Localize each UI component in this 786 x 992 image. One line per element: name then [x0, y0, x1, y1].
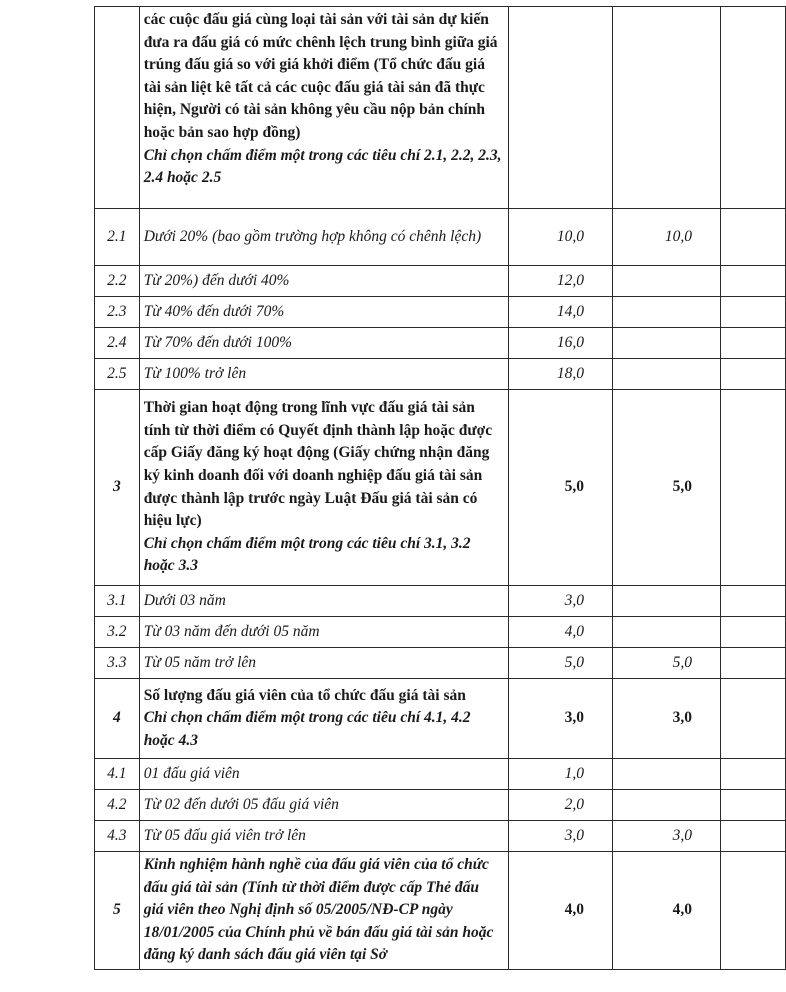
criterion-description: [139, 852, 508, 970]
criterion-text: Từ 05 năm trở lên: [143, 653, 257, 671]
table-row: [95, 821, 786, 852]
scoring-table: [94, 6, 786, 970]
awarded-score: 5,0: [612, 648, 720, 679]
max-score: 14,0: [508, 297, 612, 328]
awarded-score: [612, 586, 720, 617]
criterion-number: 3.3: [95, 648, 140, 679]
criterion-text: Từ 03 năm đến dưới 05 năm: [143, 622, 320, 640]
max-score: 3,0: [508, 679, 612, 759]
table-row: [95, 390, 786, 586]
criterion-number: 3.2: [95, 617, 140, 648]
awarded-score: [612, 7, 720, 209]
awarded-score: [612, 759, 720, 790]
max-score: 16,0: [508, 328, 612, 359]
criterion-description: [139, 209, 508, 266]
max-score: 4,0: [508, 852, 612, 970]
criterion-number: 2.3: [95, 297, 140, 328]
table-row: [95, 852, 786, 970]
criterion-description: [139, 359, 508, 390]
criterion-description: [139, 297, 508, 328]
notes-cell: [721, 679, 786, 759]
criterion-text: Số lượng đấu giá viên của tổ chức đấu giá tài sản: [143, 686, 466, 704]
notes-cell: [721, 390, 786, 586]
criterion-text: Từ 05 đấu giá viên trở lên: [143, 826, 306, 844]
criterion-text: Từ 70% đến dưới 100%: [143, 333, 292, 351]
table-row: [95, 790, 786, 821]
criterion-description: [139, 617, 508, 648]
max-score: [508, 7, 612, 209]
table-row: [95, 617, 786, 648]
notes-cell: [721, 328, 786, 359]
criterion-number: [95, 7, 140, 209]
table-row: [95, 648, 786, 679]
criterion-description: [139, 759, 508, 790]
criterion-text: Từ 02 đến dưới 05 đấu giá viên: [143, 795, 339, 813]
criterion-description: [139, 390, 508, 586]
table-row: [95, 679, 786, 759]
table-row: [95, 759, 786, 790]
criterion-number: 4.3: [95, 821, 140, 852]
awarded-score: [612, 328, 720, 359]
criterion-text: Từ 100% trở lên: [143, 364, 247, 382]
criterion-description: [139, 328, 508, 359]
notes-cell: [721, 7, 786, 209]
criterion-number: 2.2: [95, 266, 140, 297]
table-row: [95, 266, 786, 297]
max-score: 12,0: [508, 266, 612, 297]
max-score: 3,0: [508, 821, 612, 852]
criterion-number: 4.2: [95, 790, 140, 821]
max-score: 18,0: [508, 359, 612, 390]
table-row: [95, 586, 786, 617]
criterion-description: [139, 586, 508, 617]
awarded-score: 10,0: [612, 209, 720, 266]
notes-cell: [721, 359, 786, 390]
notes-cell: [721, 852, 786, 970]
notes-cell: [721, 586, 786, 617]
max-score: 5,0: [508, 648, 612, 679]
max-score: 3,0: [508, 586, 612, 617]
awarded-score: 4,0: [612, 852, 720, 970]
criterion-text: các cuộc đấu giá cùng loại tài sản với tài sản dự kiến đưa ra đấu giá có mức chênh lệch trung bình giữa giá trúng đấu giá so với giá khởi điểm (Tổ chức đấu giá tài sản liệt kê tất cả các cuộc đấu giá tài sản đã thực hiện, Người có tài sản không yêu cầu nộp bản chính hoặc bản sao hợp đồng): [143, 11, 498, 141]
criterion-text: Dưới 03 năm: [143, 591, 226, 609]
table-row: [95, 359, 786, 390]
notes-cell: [721, 266, 786, 297]
criterion-text: Thời gian hoạt động trong lĩnh vực đấu giá tài sản tính từ thời điểm có Quyết định thành lập hoặc được cấp Giấy đăng ký hoạt động (Giấy chứng nhận đăng ký kinh doanh đối với doanh nghiệp đấu giá tài sản được thành lập trước ngày Luật Đấu giá tài sản có hiệu lực): [143, 399, 493, 530]
max-score: 5,0: [508, 390, 612, 586]
awarded-score: [612, 617, 720, 648]
criterion-text: 01 đấu giá viên: [143, 764, 240, 782]
criterion-number: 2.1: [95, 209, 140, 266]
awarded-score: [612, 266, 720, 297]
criterion-number: 3: [95, 390, 140, 586]
scoring-table-body: [95, 7, 786, 970]
criterion-description: [139, 648, 508, 679]
notes-cell: [721, 617, 786, 648]
notes-cell: [721, 648, 786, 679]
criterion-description: [139, 790, 508, 821]
awarded-score: 5,0: [612, 390, 720, 586]
criterion-text: Dưới 20% (bao gồm trường hợp không có chênh lệch): [143, 227, 482, 245]
criterion-description: [139, 821, 508, 852]
table-row: [95, 328, 786, 359]
notes-cell: [721, 821, 786, 852]
criterion-number: 2.4: [95, 328, 140, 359]
criterion-number: 4: [95, 679, 140, 759]
criterion-number: 3.1: [95, 586, 140, 617]
selection-instruction: Chỉ chọn chấm điểm một trong các tiêu chí 3.1, 3.2 hoặc 3.3: [143, 534, 471, 575]
criterion-text: Kinh nghiệm hành nghề của đấu giá viên của tổ chức đấu giá tài sản (Tính từ thời điểm được cấp Thẻ đấu giá viên theo Nghị định số 05/2005/NĐ-CP ngày 18/01/2005 của Chính phủ về bán đấu giá tài sản hoặc đăng ký danh sách đấu giá viên tại Sở: [143, 856, 494, 964]
table-row: [95, 209, 786, 266]
notes-cell: [721, 790, 786, 821]
notes-cell: [721, 297, 786, 328]
criterion-description: [139, 679, 508, 759]
awarded-score: [612, 790, 720, 821]
criterion-description: [139, 266, 508, 297]
table-row: [95, 297, 786, 328]
max-score: 2,0: [508, 790, 612, 821]
table-row: [95, 7, 786, 209]
criterion-number: 2.5: [95, 359, 140, 390]
criterion-number: 5: [95, 852, 140, 970]
criterion-description: [139, 7, 508, 209]
notes-cell: [721, 209, 786, 266]
criterion-text: Từ 40% đến dưới 70%: [143, 302, 285, 320]
max-score: 1,0: [508, 759, 612, 790]
notes-cell: [721, 759, 786, 790]
awarded-score: 3,0: [612, 821, 720, 852]
criterion-number: 4.1: [95, 759, 140, 790]
max-score: 10,0: [508, 209, 612, 266]
max-score: 4,0: [508, 617, 612, 648]
awarded-score: [612, 297, 720, 328]
selection-instruction: Chỉ chọn chấm điểm một trong các tiêu chí 2.1, 2.2, 2.3, 2.4 hoặc 2.5: [143, 146, 502, 187]
awarded-score: [612, 359, 720, 390]
awarded-score: 3,0: [612, 679, 720, 759]
criterion-text: Từ 20%) đến dưới 40%: [143, 271, 290, 289]
selection-instruction: Chỉ chọn chấm điểm một trong các tiêu chí 4.1, 4.2 hoặc 4.3: [143, 709, 471, 749]
